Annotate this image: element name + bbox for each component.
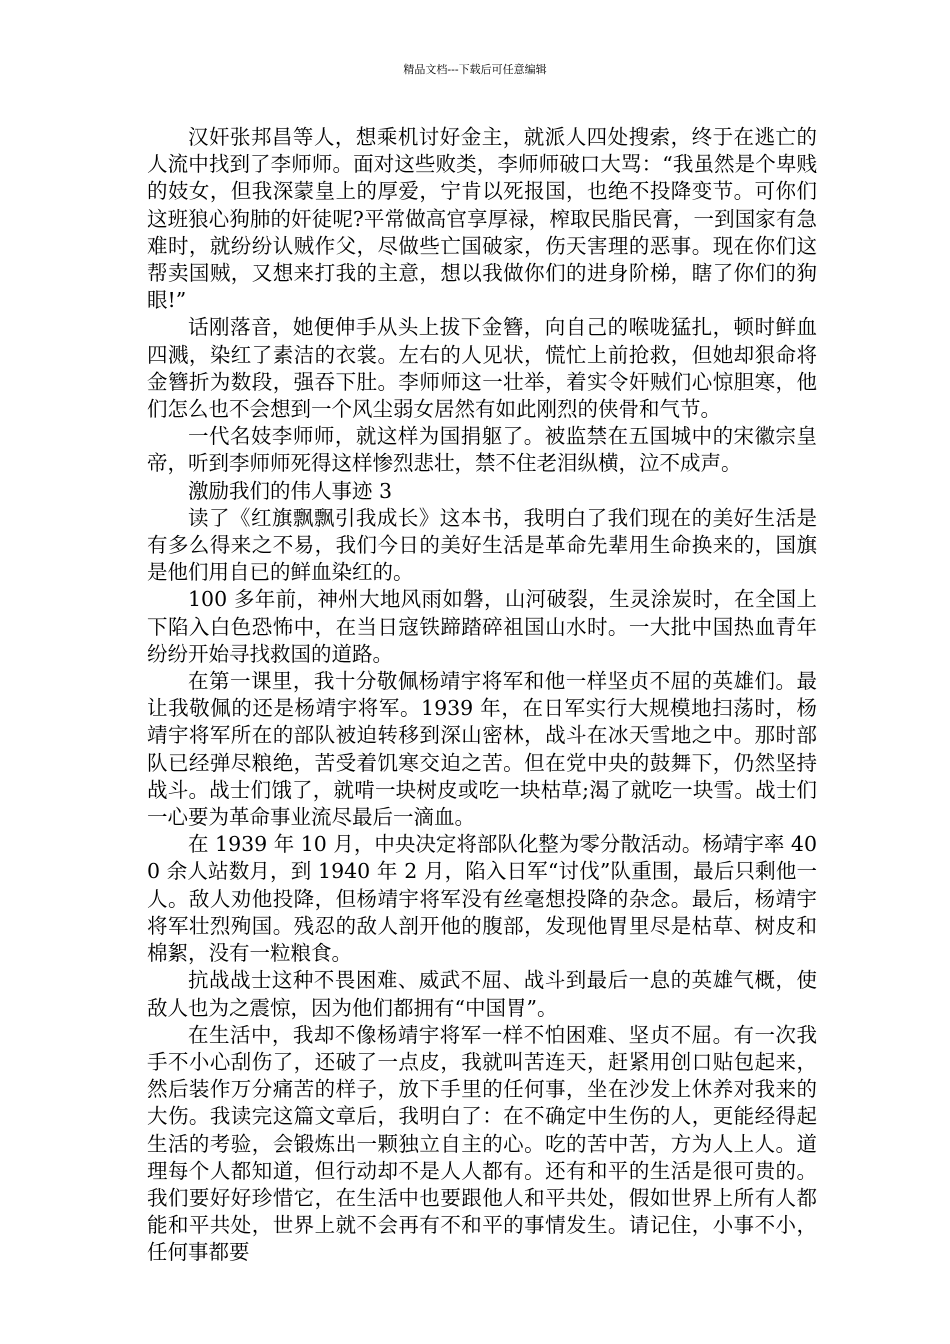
section-heading: 激励我们的伟人事迹 3 — [188, 478, 393, 503]
paragraph-4: 读了《红旗飘飘引我成长》这本书，我明白了我们现在的美好生活是有多么得来之不易，我们今日的美好生活是革命先辈用生命换来的，国旗是他们用自已的鲜血染红的。 — [147, 505, 817, 585]
paragraph-7: 在 1939 年 10 月，中央决定将部队化整为零分散活动。杨靖宇率 400 余人站数月，到 1940 年 2 月，陷入日军“讨伐”队重围，最后只剩他一人。敌人劝他投降，但杨靖宇将军没有丝毫想投降的杂念。最后，杨靖宇将军壮烈殉国。残忍的敌人剖开他的腹部，发现他胃里尽是枯草、树皮和棉絮，没有一粒粮食。 — [147, 832, 817, 966]
document-body — [147, 124, 817, 1267]
paragraph-2: 话刚落音，她便伸手从头上拔下金簪，向自己的喉咙猛扎，顿时鲜血四溅，染红了素洁的衣裳。左右的人见状，慌忙上前抢救，但她却狠命将金簪折为数段，强吞下肚。李师师这一壮举，着实令奸贼们心惊胆寒，他们怎么也不会想到一个风尘弱女居然有如此刚烈的侠骨和气节。 — [147, 315, 817, 422]
page-header: 精品文档---下载后可任意编辑 — [403, 63, 547, 76]
paragraph-8: 抗战战士这种不畏困难、威武不屈、战斗到最后一息的英雄气概，使敌人也为之震惊，因为他们都拥有“中国胃”。 — [147, 968, 817, 1020]
paragraph-9: 在生活中，我却不像杨靖宇将军一样不怕困难、坚贞不屈。有一次我手不小心刮伤了，还破了一点皮，我就叫苦连天，赶紧用创口贴包起来，然后装作万分痛苦的样子，放下手里的任何事，坐在沙发上休养对我来的大伤。我读完这篇文章后，我明白了：在不确定中生伤的人，更能经得起生活的考验，会锻炼出一颗独立自主的心。吃的苦中苦，方为人上人。道理每个人都知道，但行动却不是人人都有。还有和平的生活是很可贵的。我们要好好珍惜它，在生活中也要跟他人和平共处，假如世界上所有人都能和平共处，世界上就不会再有不和平的事情发生。请记住，小事不小，任何事都要 — [147, 1022, 817, 1265]
paragraph-6: 在第一课里，我十分敬佩杨靖宇将军和他一样坚贞不屈的英雄们。最让我敬佩的还是杨靖宇将军。1939 年，在日军实行大规模地扫荡时，杨靖宇将军所在的部队被迫转移到深山密林，战斗在冰天雪地之中。那时部队已经弹尽粮绝，苦受着饥寒交迫之苦。但在党中央的鼓舞下，仍然坚持战斗。战士们饿了，就啃一块树皮或吃一块枯草;渴了就吃一块雪。战士们一心要为革命事业流尽最后一滴血。 — [147, 669, 817, 830]
paragraph-5: 100 多年前，神州大地风雨如磐，山河破裂，生灵涂炭时，在全国上下陷入白色恐怖中，在当日寇铁蹄踏碎祖国山水时。一大批中国热血青年纷纷开始寻找救国的道路。 — [147, 587, 817, 666]
paragraph-3: 一代名妓李师师，就这样为国捐躯了。被监禁在五国城中的宋徽宗皇帝，听到李师师死得这样惨烈悲壮，禁不住老泪纵横，泣不成声。 — [147, 424, 817, 476]
paragraph-1: 汉奸张邦昌等人，想乘机讨好金主，就派人四处搜索，终于在逃亡的人流中找到了李师师。面对这些败类，李师师破口大骂：“我虽然是个卑贱的妓女，但我深蒙皇上的厚爱，宁肯以死报国，也绝不投降变节。可你们这班狼心狗肺的奸徒呢?平常做高官享厚禄，榨取民脂民膏，一到国家有急难时，就纷纷认贼作父，尽做些亡国破家，伤天害理的恶事。现在你们这帮卖国贼，又想来打我的主意，想以我做你们的进身阶梯，瞎了你们的狗眼!” — [147, 125, 817, 313]
